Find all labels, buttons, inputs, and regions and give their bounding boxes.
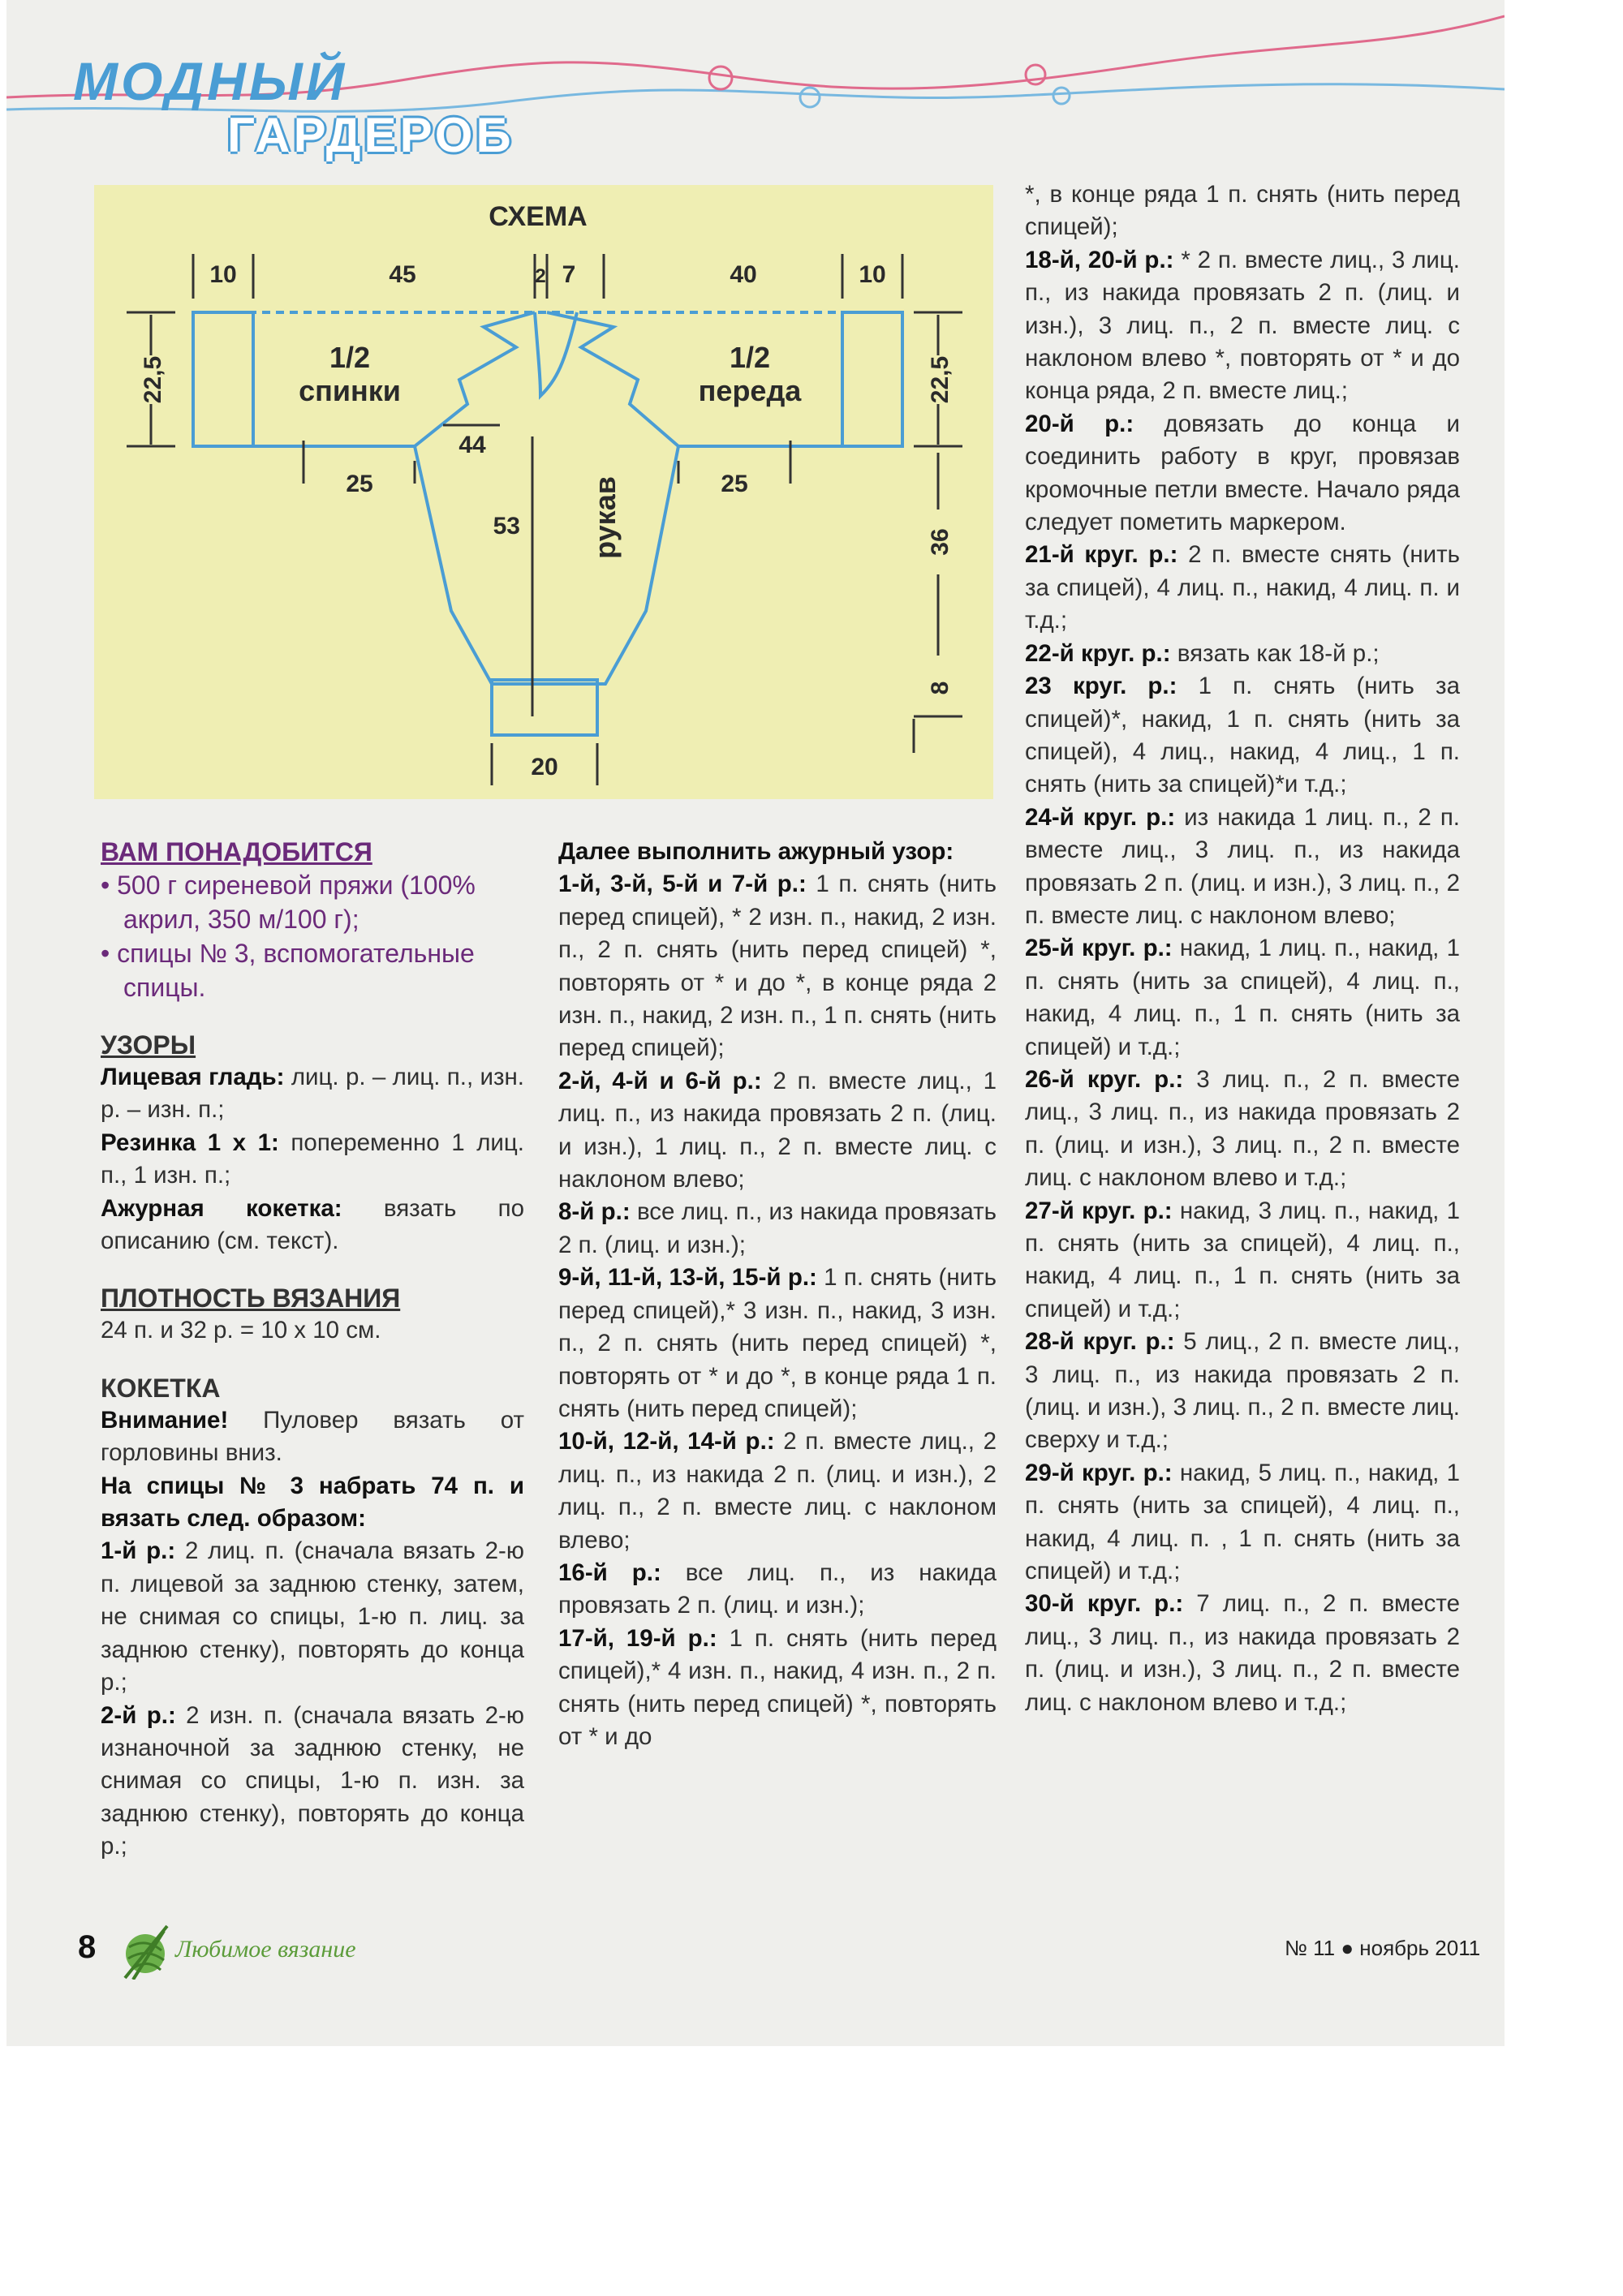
front-label-word: переда xyxy=(698,374,802,407)
page-header xyxy=(6,0,1505,162)
dim-right-22-5: 22,5 xyxy=(927,355,954,404)
materials-item: • спицы № 3, вспомогательные спицы. xyxy=(101,939,475,1002)
row-instruction: 10-й, 12-й, 14-й р.: 2 п. вместе лиц., 2 лиц. п., из накида 2 п. (лиц. и изн.), 2 лиц. п., 2 п. вместе лиц. с наклоном влево; xyxy=(558,1428,997,1554)
patterns-heading: УЗОРЫ xyxy=(101,1030,196,1060)
dim-top-10-left: 10 xyxy=(209,261,237,288)
row-instruction: 27-й круг. р.: накид, 3 лиц. п., накид, 1 п. снять (нить за спицей), 4 лиц. п., накид, 4 лиц. п., 1 п. снять (нить за спицей) и т.д.; xyxy=(1025,1197,1460,1322)
dim-25-left: 25 xyxy=(346,471,373,497)
row-instruction: 1-й р.: 2 лиц. п. (сначала вязать 2-ю п. лицевой за заднюю стенку, затем, не снимая со спицы, 1-ю п. лиц. за заднюю стенку), повторять до конца р.; xyxy=(101,1537,525,1696)
dim-25-right: 25 xyxy=(721,471,748,497)
issue-info: № 11 ● ноябрь 2011 xyxy=(1285,1936,1481,1960)
lace-intro: Далее выполнить ажурный узор: xyxy=(558,838,954,865)
row-instruction: 20-й р.: довязать до конца и соединить работу в круг, провязав кромочные петли вместе. Начало ряда следует пометить маркером. xyxy=(1025,410,1460,536)
yarn-ball-icon xyxy=(117,1923,174,1980)
row-instruction: 24-й круг. р.: из накида 1 лиц. п., 2 п. вместе лиц., 3 лиц. п., из накида провязать 2 п. (лиц. и изн.), 3 лиц. п., 2 п. вместе лиц. с наклоном влево; xyxy=(1025,803,1460,929)
footer-left xyxy=(78,1923,451,1988)
row-continuation: *, в конце ряда 1 п. снять (нить перед спицей); xyxy=(1025,181,1460,241)
magazine-page xyxy=(6,0,1505,2046)
density-heading: ПЛОТНОСТЬ ВЯЗАНИЯ xyxy=(101,1283,401,1314)
front-label-fraction: 1/2 xyxy=(729,341,771,374)
row-instruction: 26-й круг. р.: 3 лиц. п., 2 п. вместе лиц., 3 лиц. п., из накида провязать 2 п. (лиц. и изн.), 3 лиц. п., 2 п. вместе лиц. с наклоном влево и т.д.; xyxy=(1025,1065,1460,1192)
dim-20: 20 xyxy=(531,754,558,780)
yoke-heading: КОКЕТКА xyxy=(101,1373,221,1403)
pattern-item: Лицевая гладь: лиц. р. – лиц. п., изн. р. – изн. п.; xyxy=(101,1064,524,1124)
dim-top-40: 40 xyxy=(730,261,757,288)
row-instruction: 9-й, 11-й, 13-й, 15-й р.: 1 п. снять (нить перед спицей),* 3 изн. п., накид, 3 изн. п., 2 п. снять (нить перед спицей) *, повторять от * и до *, в конце ряда 1 п. снять (нить перед спицей); xyxy=(558,1264,997,1422)
dim-53: 53 xyxy=(493,513,520,540)
magazine-logo: Любимое вязание xyxy=(175,1936,356,1963)
dim-top-45: 45 xyxy=(389,261,416,288)
row-instruction: 28-й круг. р.: 5 лиц., 2 п. вместе лиц., 3 лиц. п., из накида провязать 2 п. (лиц. и изн.), 3 лиц. п., 2 п. вместе лиц. сверху и т.д.; xyxy=(1025,1328,1460,1454)
pattern-scheme xyxy=(94,185,993,799)
materials-list xyxy=(101,868,524,1004)
dim-left-22-5: 22,5 xyxy=(140,355,166,404)
row-instruction: 2-й, 4-й и 6-й р.: 2 п. вместе лиц., 1 лиц. п., из накида провязать 2 п. (лиц. и изн.), 1 лиц. п., 2 п. вместе лиц. с наклоном влево; xyxy=(558,1067,997,1193)
row-instruction: 22-й круг. р.: вязать как 18-й р.; xyxy=(1025,639,1380,667)
row-instruction: 16-й р.: все лиц. п., из накида провязать 2 п. (лиц. и изн.); xyxy=(558,1559,997,1619)
rubric-title-line2: ГАРДЕРОБ xyxy=(227,108,514,162)
materials-heading: ВАМ ПОНАДОБИТСЯ xyxy=(101,837,372,866)
dim-right-8: 8 xyxy=(927,681,954,695)
row-instruction: 21-й круг. р.: 2 п. вместе снять (нить за спицей), 4 лиц. п., накид, 4 лиц. п. и т.д.; xyxy=(1025,541,1460,634)
dim-44: 44 xyxy=(458,432,486,458)
row-instruction: 17-й, 19-й р.: 1 п. снять (нить перед спицей),* 4 изн. п., накид, 4 изн. п., 2 п. снять (нить перед спицей) *, повторять от * и до xyxy=(558,1624,997,1750)
row-instruction: 2-й р.: 2 изн. п. (сначала вязать 2-ю изнаночной за заднюю стенку, не снимая со спицы, 1-ю п. изн. за заднюю стенку), повторять до конца р.; xyxy=(101,1701,524,1860)
row-instruction: 25-й круг. р.: накид, 1 лиц. п., накид, 1 п. снять (нить за спицей), 4 лиц. п., накид, 4 лиц. п., 1 п. снять (нить за спицей) и т.д.; xyxy=(1025,935,1460,1060)
back-label-word: спинки xyxy=(299,374,401,407)
cast-on-instruction: На спицы № 3 набрать 74 п. и вязать след. образом: xyxy=(101,1472,524,1533)
scheme-title: СХЕМА xyxy=(489,201,588,232)
row-instruction: 8-й р.: все лиц. п., из накида провязать 2 п. (лиц. и изн.); xyxy=(558,1198,997,1258)
page-number: 8 xyxy=(78,1929,97,1965)
row-instruction: 1-й, 3-й, 5-й и 7-й р.: 1 п. снять (нить перед спицей), * 2 изн. п., накид, 2 изн. п., 2 п. снять (нить перед спицей) *, повторять от * и до *, в конце ряда 2 изн. п., накид, 2 изн. п., 1 п. снять (нить перед спицей); xyxy=(558,871,997,1062)
text-column-3 xyxy=(1025,178,1460,1719)
back-label-fraction: 1/2 xyxy=(329,341,371,374)
row-instruction: 23 круг. р.: 1 п. снять (нить за спицей)*, накид, 1 п. снять (нить за спицей), 4 лиц., накид, 4 лиц., 1 п. снять (нить за спицей)*и т.д.; xyxy=(1025,673,1460,798)
pattern-item: Ажурная кокетка: вязать по описанию (см. текст). xyxy=(101,1194,524,1255)
attention-note: Внимание! Пуловер вязать от горловины вниз. xyxy=(101,1406,524,1467)
rubric-title-line1: МОДНЫЙ xyxy=(73,51,348,111)
materials-item: • 500 г сиреневой пряжи (100% акрил, 350 м/100 г); xyxy=(101,871,476,934)
row-instruction: 18-й, 20-й р.: * 2 п. вместе лиц., 3 лиц. п., из накида провязать 2 п. (лиц. и изн.), 3 лиц. п., 2 п. вместе лиц. с наклоном влево *, повторять от * и до конца ряда, 2 п. вместе лиц.; xyxy=(1025,246,1461,405)
row-instruction: 29-й круг. р.: накид, 5 лиц. п., накид, 1 п. снять (нить за спицей), 4 лиц. п., накид, 4 лиц. п. , 1 п. снять (нить за спицей) и т.д.; xyxy=(1025,1459,1460,1585)
scheme-diagram xyxy=(94,185,993,799)
text-column-2 xyxy=(558,836,997,1753)
dim-right-36: 36 xyxy=(927,528,954,556)
dim-top-10-right: 10 xyxy=(859,261,886,288)
text-column-1 xyxy=(101,836,524,1864)
dim-top-7: 7 xyxy=(562,261,576,288)
row-instruction: 30-й круг. р.: 7 лиц. п., 2 п. вместе лиц., 3 лиц. п., из накида провязать 2 п. (лиц. и изн.), 3 лиц. п., 2 п. вместе лиц. с наклоном влево и т.д.; xyxy=(1025,1590,1460,1716)
pattern-item: Резинка 1 х 1: попеременно 1 лиц. п., 1 изн. п.; xyxy=(101,1129,524,1189)
density-text: 24 п. и 32 р. = 10 х 10 см. xyxy=(101,1317,381,1344)
dim-top-2: 2 xyxy=(535,265,546,287)
sleeve-label: рукав xyxy=(588,476,622,559)
